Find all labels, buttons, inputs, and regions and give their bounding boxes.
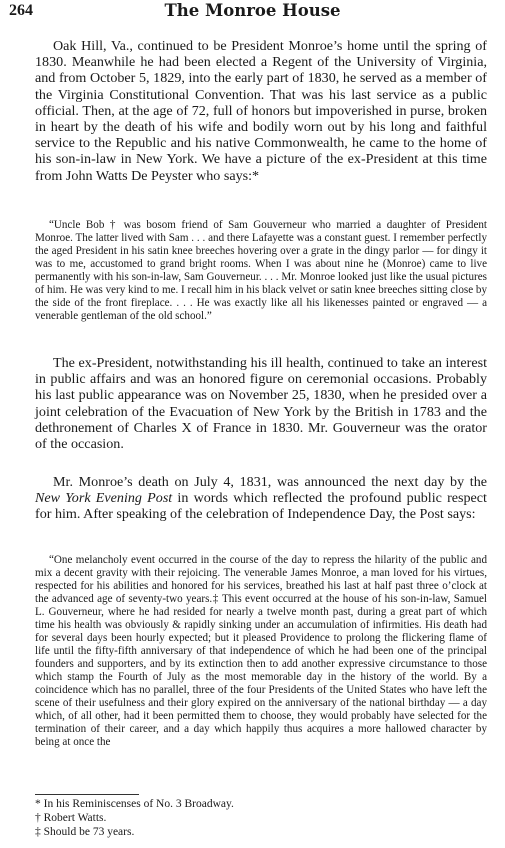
paragraph-text-end: in words which reflected the profound public respect for him. After speaking of the celebration of Independence Day, the Post says:: [35, 490, 487, 523]
newspaper-title: New York Evening Post: [35, 490, 173, 507]
paragraph-text-start: Mr. Monroe’s death on July 4, 1831, was announced the next day by the: [53, 474, 487, 490]
quote-text: “One melancholy event occurred in the course of the day to repress the hilarity of the public and mix a decent gravity with their rejoicing. The venerable James Monroe, a man loved for his virtues, respected for his abilities and honored for his services, breathed his last at half past three o’clock at the advanced age of seventy-two years.‡ This event occurred at the house of his son-in-law, Samuel L. Gouverneur, where he had resided for nearly a twelve month past, during a great part of which time his health was obviously & rapidly sinking under an accumulation of infirmities. His death had for several days been hourly expected; but it pleased Providence to prolong the flickering flame of life until the fifty-fifth anniversary of that independence of which he had been one of the principal founders and supporters, and by its extinction then to add another expressive circumstance to those which stamp the Fourth of July as the most memorable day in the history of the world. By a coincidence which has no parallel, three of the four Presidents of the United States who have left the scene of their usefulness and their glory expired on the anniversary of the national birthday — a day which, of all other, had it been permitted them to choose, they would probably have selected for the termination of their career, and a day which happily thus acquires a more hallowed character by being at once the: [35, 554, 487, 748]
paragraph-monroe-death: [35, 474, 487, 523]
paragraph-ex-president: [35, 355, 487, 452]
footnote-item: † Robert Watts.: [35, 812, 107, 824]
footnote-item: ‡ Should be 73 years.: [35, 826, 135, 838]
page-header: [5, 0, 500, 22]
running-head: The Monroe House: [164, 1, 341, 20]
quote-text: “Uncle Bob † was bosom friend of Sam Gouverneur who married a daughter of President Monroe. The latter lived with Sam . . . and there Lafayette was a constant guest. I remember perfectly the aged President in his satin knee breeches hovering over a grate in the dingy parlor — for dingy it was to me, accustomed to grand bright rooms. When I was about nine he (Monroe) came to live permanently with his son-in-law, Sam Gouverneur. . . . Mr. Monroe looked just like the usual pictures of him. He was very kind to me. I recall him in his black velvet or satin knee breeches sitting close by the side of the front fireplace. . . . He was exactly like all his likenesses painted or engraved — a venerable gentleman of the old school.”: [35, 219, 487, 322]
footnote-item: * In his Reminiscenses of No. 3 Broadway.: [35, 798, 234, 810]
footnote-divider: [35, 794, 139, 795]
page-number: 264: [9, 2, 33, 19]
paragraph-oak-hill: [35, 38, 487, 184]
quote-de-peyster: [35, 219, 487, 323]
footnotes: [35, 797, 487, 839]
paragraph-text: Oak Hill, Va., continued to be President Monroe’s home until the spring of 1830. Meanwhile he had been elected a Regent of the University of Virginia, and from October 5, 1829, into the early part of 1830, he served as a member of the Virginia Constitutional Convention. That was his last service as a public official. Then, at the age of 72, full of honors but impoverished in purse, broken in heart by the death of his wife and bodily worn out by his long and faithful service to the Republic and his native Commonwealth, he came to the home of his son-in-law in New York. We have a picture of the ex-President at this time from John Watts De Peyster who says:*: [35, 38, 487, 184]
quote-evening-post: [35, 554, 487, 749]
paragraph-text: The ex-President, notwithstanding his ill health, continued to take an interest in public affairs and was an honored figure on ceremonial occasions. Probably his last public appearance was on November 25, 1830, when he presided over a joint celebration of the Evacuation of New York by the British in 1783 and the dethronement of Charles X of France in 1830. Mr. Gouverneur was the orator of the occasion.: [35, 355, 487, 453]
